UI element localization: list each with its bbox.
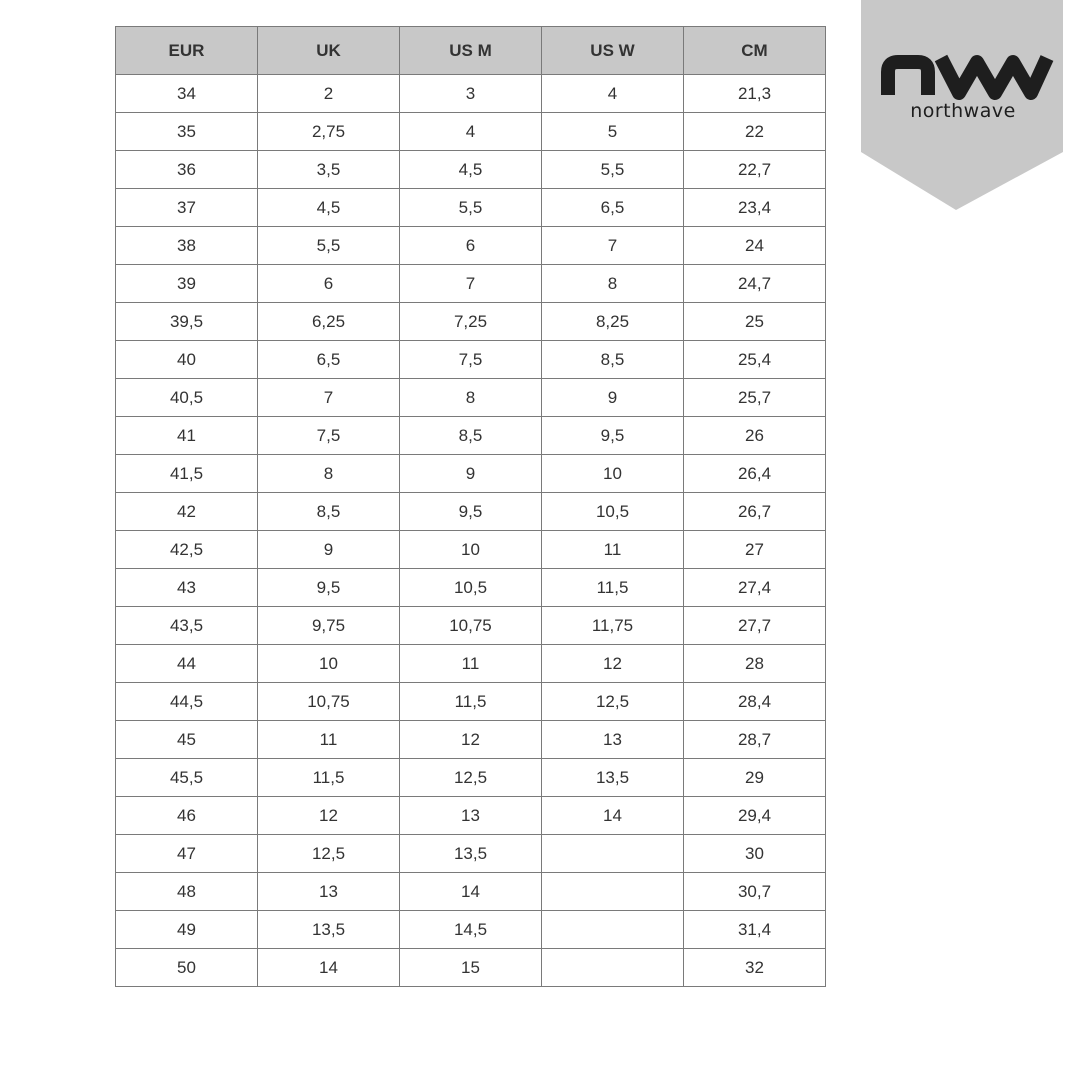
table-cell-uk: 4,5	[258, 189, 400, 227]
header-row	[116, 27, 826, 75]
table-cell-uk: 2,75	[258, 113, 400, 151]
table-cell-eur: 46	[116, 797, 258, 835]
table-row	[116, 151, 826, 189]
table-cell-cm: 28,7	[684, 721, 826, 759]
table-cell-cm: 22	[684, 113, 826, 151]
table-cell-us-w: 6,5	[542, 189, 684, 227]
table-cell-eur: 48	[116, 873, 258, 911]
table-cell-eur: 37	[116, 189, 258, 227]
table-cell-us-m: 11,5	[400, 683, 542, 721]
table-cell-eur: 40,5	[116, 379, 258, 417]
table-cell-us-w: 11,75	[542, 607, 684, 645]
table-cell-us-m: 5,5	[400, 189, 542, 227]
table-cell-eur: 47	[116, 835, 258, 873]
table-cell-us-m: 6	[400, 227, 542, 265]
table-cell-cm: 27,7	[684, 607, 826, 645]
table-cell-uk: 7,5	[258, 417, 400, 455]
table-row	[116, 911, 826, 949]
table-cell-eur: 38	[116, 227, 258, 265]
table-cell-uk: 8	[258, 455, 400, 493]
table-cell-cm: 26,7	[684, 493, 826, 531]
column-header-cm: CM	[684, 27, 826, 75]
table-cell-cm: 26,4	[684, 455, 826, 493]
table-cell-us-w: 12	[542, 645, 684, 683]
table-cell-cm: 26	[684, 417, 826, 455]
table-cell-us-m: 4	[400, 113, 542, 151]
table-cell-uk: 13,5	[258, 911, 400, 949]
table-cell-us-m: 11	[400, 645, 542, 683]
table-row	[116, 759, 826, 797]
table-cell-eur: 44	[116, 645, 258, 683]
table-cell-cm: 25,7	[684, 379, 826, 417]
table-cell-uk: 6,25	[258, 303, 400, 341]
table-cell-cm: 27,4	[684, 569, 826, 607]
table-cell-uk: 3,5	[258, 151, 400, 189]
table-cell-cm: 31,4	[684, 911, 826, 949]
table-row	[116, 531, 826, 569]
table-row	[116, 569, 826, 607]
column-header-uk: UK	[258, 27, 400, 75]
table-row	[116, 303, 826, 341]
table-cell-uk: 10	[258, 645, 400, 683]
size-chart-header	[116, 27, 826, 75]
table-cell-us-w	[542, 873, 684, 911]
table-cell-eur: 40	[116, 341, 258, 379]
table-cell-us-w: 8,5	[542, 341, 684, 379]
table-cell-cm: 28,4	[684, 683, 826, 721]
column-header-us-w: US W	[542, 27, 684, 75]
table-row	[116, 75, 826, 113]
table-cell-uk: 12	[258, 797, 400, 835]
table-cell-us-m: 13	[400, 797, 542, 835]
table-cell-us-m: 9	[400, 455, 542, 493]
table-cell-us-w: 8,25	[542, 303, 684, 341]
table-cell-us-m: 14	[400, 873, 542, 911]
table-cell-us-w: 9,5	[542, 417, 684, 455]
table-cell-eur: 43	[116, 569, 258, 607]
table-cell-uk: 11	[258, 721, 400, 759]
table-cell-us-m: 8	[400, 379, 542, 417]
table-cell-us-w: 5	[542, 113, 684, 151]
table-cell-cm: 21,3	[684, 75, 826, 113]
table-cell-uk: 9	[258, 531, 400, 569]
table-cell-eur: 44,5	[116, 683, 258, 721]
table-cell-us-w: 8	[542, 265, 684, 303]
table-cell-us-w: 5,5	[542, 151, 684, 189]
table-cell-us-m: 8,5	[400, 417, 542, 455]
table-cell-cm: 30	[684, 835, 826, 873]
table-row	[116, 455, 826, 493]
table-row	[116, 949, 826, 987]
table-cell-uk: 10,75	[258, 683, 400, 721]
table-cell-cm: 24,7	[684, 265, 826, 303]
table-cell-uk: 6	[258, 265, 400, 303]
table-cell-cm: 27	[684, 531, 826, 569]
table-cell-us-m: 10,75	[400, 607, 542, 645]
table-cell-uk: 11,5	[258, 759, 400, 797]
table-row	[116, 683, 826, 721]
table-cell-eur: 39	[116, 265, 258, 303]
table-cell-us-w: 13	[542, 721, 684, 759]
table-cell-us-m: 13,5	[400, 835, 542, 873]
table-row	[116, 797, 826, 835]
table-cell-us-m: 9,5	[400, 493, 542, 531]
table-cell-us-w: 9	[542, 379, 684, 417]
table-row	[116, 607, 826, 645]
table-cell-eur: 45	[116, 721, 258, 759]
table-cell-us-m: 10	[400, 531, 542, 569]
table-row	[116, 113, 826, 151]
table-cell-us-w: 14	[542, 797, 684, 835]
table-cell-uk: 2	[258, 75, 400, 113]
table-cell-eur: 50	[116, 949, 258, 987]
table-cell-uk: 8,5	[258, 493, 400, 531]
table-cell-cm: 32	[684, 949, 826, 987]
table-cell-us-w	[542, 835, 684, 873]
northwave-logo-badge	[861, 0, 1065, 212]
table-cell-uk: 9,75	[258, 607, 400, 645]
table-cell-us-w: 11,5	[542, 569, 684, 607]
size-chart-table	[115, 26, 826, 987]
table-cell-us-m: 12	[400, 721, 542, 759]
table-row	[116, 493, 826, 531]
table-row	[116, 873, 826, 911]
table-row	[116, 721, 826, 759]
table-cell-eur: 41,5	[116, 455, 258, 493]
table-cell-uk: 14	[258, 949, 400, 987]
table-cell-eur: 45,5	[116, 759, 258, 797]
table-cell-cm: 29	[684, 759, 826, 797]
table-cell-us-m: 14,5	[400, 911, 542, 949]
table-cell-eur: 49	[116, 911, 258, 949]
table-cell-uk: 13	[258, 873, 400, 911]
table-cell-us-m: 7,25	[400, 303, 542, 341]
table-cell-eur: 39,5	[116, 303, 258, 341]
table-cell-cm: 29,4	[684, 797, 826, 835]
table-cell-eur: 34	[116, 75, 258, 113]
table-cell-uk: 12,5	[258, 835, 400, 873]
table-row	[116, 341, 826, 379]
table-cell-uk: 6,5	[258, 341, 400, 379]
table-cell-us-w	[542, 911, 684, 949]
table-cell-us-w: 4	[542, 75, 684, 113]
table-cell-us-m: 10,5	[400, 569, 542, 607]
table-cell-us-m: 7,5	[400, 341, 542, 379]
table-row	[116, 835, 826, 873]
table-cell-eur: 41	[116, 417, 258, 455]
column-header-us-m: US M	[400, 27, 542, 75]
table-row	[116, 417, 826, 455]
table-cell-us-w: 10,5	[542, 493, 684, 531]
table-cell-us-w: 12,5	[542, 683, 684, 721]
table-cell-us-w: 10	[542, 455, 684, 493]
table-cell-us-m: 4,5	[400, 151, 542, 189]
table-cell-cm: 24	[684, 227, 826, 265]
table-cell-eur: 36	[116, 151, 258, 189]
table-cell-eur: 43,5	[116, 607, 258, 645]
table-cell-eur: 42	[116, 493, 258, 531]
table-cell-uk: 9,5	[258, 569, 400, 607]
table-cell-us-m: 15	[400, 949, 542, 987]
table-cell-us-m: 12,5	[400, 759, 542, 797]
table-cell-us-w: 7	[542, 227, 684, 265]
table-row	[116, 645, 826, 683]
table-cell-uk: 7	[258, 379, 400, 417]
table-cell-eur: 35	[116, 113, 258, 151]
size-chart-body	[116, 75, 826, 987]
table-cell-us-m: 3	[400, 75, 542, 113]
table-cell-cm: 28	[684, 645, 826, 683]
table-cell-cm: 22,7	[684, 151, 826, 189]
table-cell-cm: 25,4	[684, 341, 826, 379]
table-cell-eur: 42,5	[116, 531, 258, 569]
table-row	[116, 227, 826, 265]
table-row	[116, 189, 826, 227]
column-header-eur: EUR	[116, 27, 258, 75]
table-row	[116, 379, 826, 417]
table-row	[116, 265, 826, 303]
table-cell-us-m: 7	[400, 265, 542, 303]
table-cell-cm: 23,4	[684, 189, 826, 227]
table-cell-uk: 5,5	[258, 227, 400, 265]
table-cell-us-w: 13,5	[542, 759, 684, 797]
table-cell-cm: 25	[684, 303, 826, 341]
table-cell-us-w	[542, 949, 684, 987]
table-cell-us-w: 11	[542, 531, 684, 569]
table-cell-cm: 30,7	[684, 873, 826, 911]
northwave-wordmark: northwave	[910, 100, 1016, 122]
